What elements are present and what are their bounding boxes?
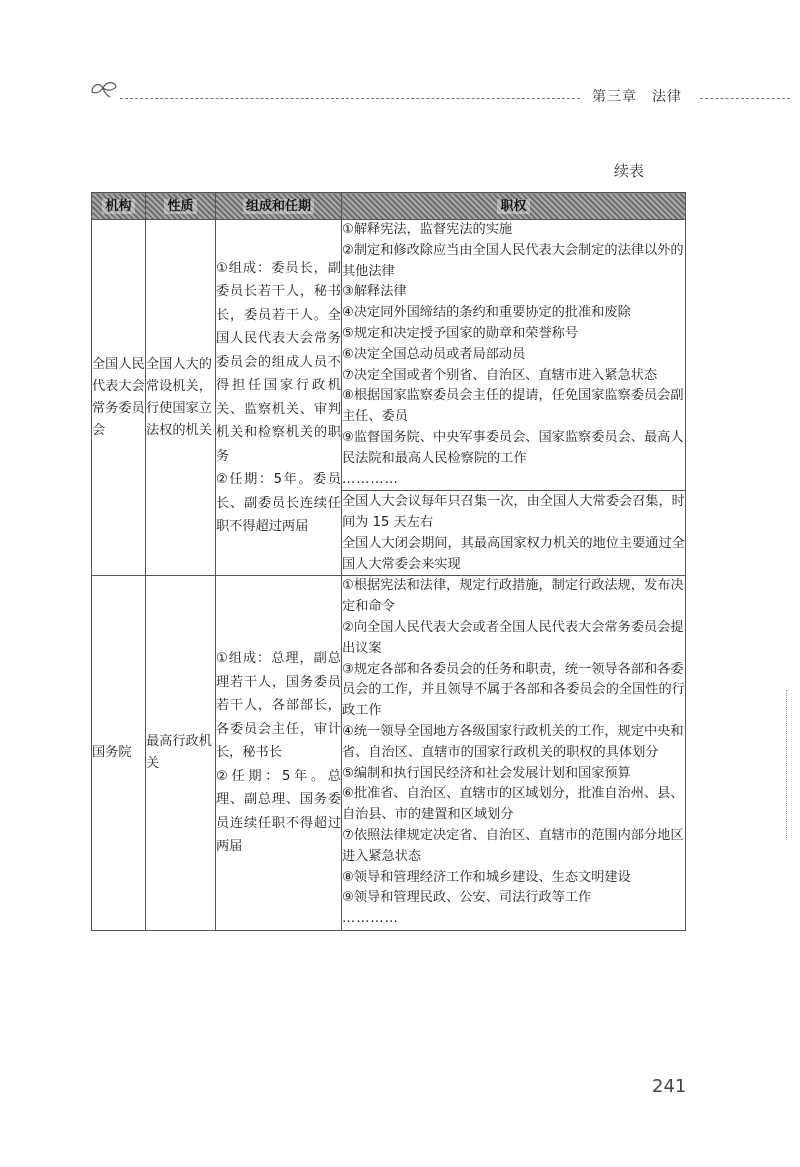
notes-cell <box>342 491 686 576</box>
power-item: ⑤规定和决定授予国家的勋章和荣誉称号 <box>342 325 579 341</box>
continued-label: 续表 <box>614 162 645 180</box>
powers-cell <box>342 576 686 931</box>
power-item: ③规定各部和各委员会的任务和职责，统一领导各部和各委员会的工作，并且领导不属于各部和各委员会的全国性的行政工作 <box>342 661 685 719</box>
composition-item: ①组成：总理，副总理若干人，国务委员若干人，各部部长，各委员会主任，审计长，秘书长 <box>216 651 341 761</box>
chapter-title: 第三章 法律 <box>592 89 682 105</box>
nature-cell: 全国人大的常设机关，行使国家立法权的机关 <box>146 220 216 576</box>
power-item: ⑥决定全国总动员或者局部动员 <box>342 346 526 362</box>
power-item: ⑧根据国家监察委员会主任的提请，任免国家监察委员会副主任、委员 <box>342 388 684 425</box>
power-item: ④决定同外国缔结的条约和重要协定的批准和废除 <box>342 305 631 321</box>
power-item: ⑤编制和执行国民经济和社会发展计划和国家预算 <box>342 765 631 781</box>
power-item: ⑦决定全国或者个别省、自治区、直辖市进入紧急状态 <box>342 367 658 383</box>
composition-item: ②任期：5年。总理、副总理、国务委员连续任职不得超过两届 <box>216 768 341 855</box>
power-item: ①解释宪法，监督宪法的实施 <box>342 222 513 237</box>
power-item: ⑨监督国务院、中央军事委员会、国家监察委员会、最高人民法院和最高人民检察院的工作 <box>342 429 684 466</box>
column-header-org: 机构 <box>92 193 146 220</box>
composition-item: ①组成：委员长，副委员长若干人，秘书长，委员若干人。全国人民代表大会常务委员会的组成人员不得担任国家行政机关、监察机关、审判机关和检察机关的职务 <box>216 260 341 464</box>
note-item: 全国人大闭会期间，其最高国家权力机关的地位主要通过全国人大常委会来实现 <box>342 536 685 573</box>
scan-margin-mark <box>786 690 789 840</box>
power-item: ⑥批准省、自治区、直辖市的区域划分，批准自治州、县、自治县、市的建置和区域划分 <box>342 786 684 823</box>
table-header-row <box>92 193 686 220</box>
power-item: ③解释法律 <box>342 284 407 300</box>
header-divider-left <box>120 98 580 99</box>
column-header-powers: 职权 <box>342 193 686 220</box>
power-item: ①根据宪法和法律，规定行政措施，制定行政法规，发布决定和命令 <box>342 578 684 615</box>
power-item: ⑨领导和管理民政、公安、司法行政等工作 <box>342 890 592 906</box>
power-item-ellipsis: ………… <box>342 471 399 487</box>
powers-cell <box>342 220 686 491</box>
power-item: ②向全国人民代表大会或者全国人民代表大会常务委员会提出议案 <box>342 619 684 656</box>
power-item: ②制定和修改除应当由全国人民代表大会制定的法律以外的其他法律 <box>342 242 684 279</box>
power-item: ⑧领导和管理经济工作和城乡建设、生态文明建设 <box>342 869 631 885</box>
power-item-ellipsis: ………… <box>342 911 399 927</box>
institution-table <box>91 192 686 931</box>
column-header-nature: 性质 <box>146 193 216 220</box>
note-item: 全国人大会议每年只召集一次，由全国人大常委会召集，时间为 15 天左右 <box>342 494 685 531</box>
column-header-composition: 组成和任期 <box>216 193 342 220</box>
power-item: ④统一领导全国地方各级国家行政机关的工作，规定中央和省、自治区、直辖市的国家行政机关的职权的具体划分 <box>342 723 684 760</box>
org-cell: 国务院 <box>92 576 146 931</box>
composition-cell <box>216 220 342 576</box>
header-divider-right <box>700 98 790 99</box>
nature-cell: 最高行政机关 <box>146 576 216 931</box>
composition-cell <box>216 576 342 931</box>
sprout-logo-icon <box>88 78 120 100</box>
table-row <box>92 576 686 931</box>
page-number: 241 <box>652 1076 687 1097</box>
power-item: ⑦依照法律规定决定省、自治区、直辖市的范围内部分地区进入紧急状态 <box>342 827 684 864</box>
composition-item: ②任期：5年。委员长、副委员长连续任职不得超过两届 <box>216 472 341 535</box>
table-row <box>92 220 686 491</box>
org-cell: 全国人民代表大会常务委员会 <box>92 220 146 576</box>
